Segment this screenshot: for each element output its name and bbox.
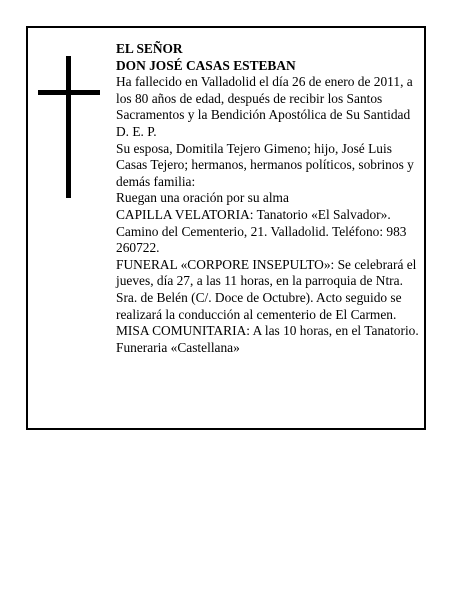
notice-text xyxy=(116,41,426,356)
notice-deceased-name: DON JOSÉ CASAS ESTEBAN xyxy=(116,57,296,73)
notice-prayer-request: Ruegan una oración por su alma xyxy=(116,190,289,206)
notice-family: Su esposa, Domitila Tejero Gimeno; hijo, José Luis Casas Tejero; hermanos, hermanos políticos, sobrinos y demás familia: xyxy=(116,140,414,189)
cross-horizontal-bar xyxy=(38,90,100,95)
notice-funeral: FUNERAL «CORPORE INSEPULTO»: Se celebrará el jueves, día 27, a las 11 horas, en la parroquia de Ntra. Sra. de Belén (C/. Doce de Octubre). Acto seguido se realizará la conducción al cementerio de El Carmen. xyxy=(116,256,417,322)
notice-chapel: CAPILLA VELATORIA: Tanatorio «El Salvador». Camino del Cementerio, 21. Valladolid. Teléfono: 983 260722. xyxy=(116,206,407,256)
cross-vertical-bar xyxy=(66,56,71,198)
notice-mass: MISA COMUNITARIA: A las 10 horas, en el Tanatorio. xyxy=(116,323,419,339)
notice-death-announcement: Ha fallecido en Valladolid el día 26 de enero de 2011, a los 80 años de edad, después de recibir los Santos Sacramentos y la Bendición Apostólica de Su Santidad D. E. P. xyxy=(116,74,413,139)
notice-heading-title: EL SEÑOR xyxy=(116,41,183,56)
latin-cross-icon xyxy=(38,56,100,198)
obituary-notice xyxy=(26,26,426,430)
notice-funeral-home: Funeraria «Castellana» xyxy=(116,339,240,355)
